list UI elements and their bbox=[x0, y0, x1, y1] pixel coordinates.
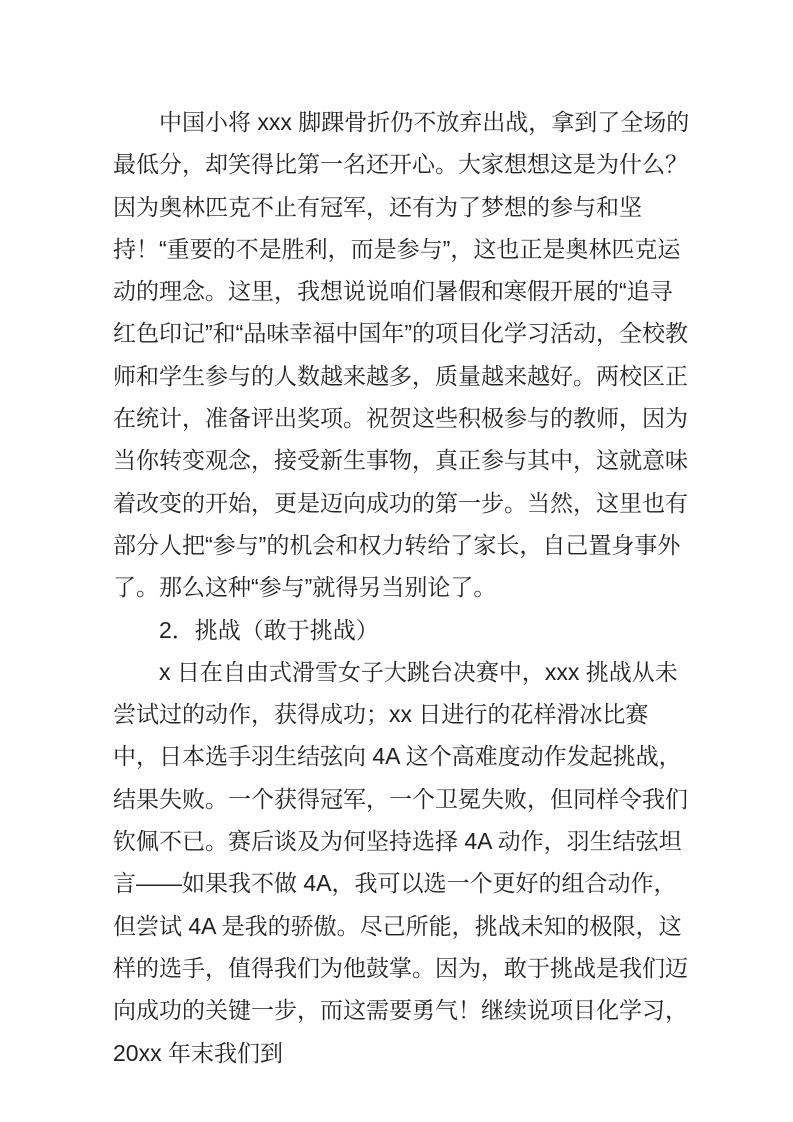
paragraph-challenge: x 日在自由式滑雪女子大跳台决赛中，xxx 挑战从未尝试过的动作，获得成功；xx 日进行的花样滑冰比赛中，日本选手羽生结弦向 4A 这个高难度动作发起挑战，结果失败。一个获得冠军，一个卫冕失败，但同样令我们钦佩不已。赛后谈及为何坚持选择 4A 动作，羽生结弦坦言——如果我不做 4A，我可以选一个更好的组合动作，但尝试 4A 是我的骄傲。尽己所能，挑战未知的极限，这样的选手，值得我们为他鼓掌。因为，敢于挑战是我们迈向成功的关键一步，而这需要勇气！继续说项目化学习，20xx 年末我们到 bbox=[113, 658, 688, 1066]
paragraph-participation: 中国小将 xxx 脚踝骨折仍不放弃出战，拿到了全场的最低分，却笑得比第一名还开心。大家想想这是为什么？因为奥林匹克不止有冠军，还有为了梦想的参与和坚持！“重要的不是胜利，而是参与”，这也正是奥林匹克运动的理念。这里，我想说说咱们暑假和寒假开展的“追寻红色印记”和“品味幸福中国年”的项目化学习活动，全校教师和学生参与的人数越来越多，质量越来越好。两校区正在统计，准备评出奖项。祝贺这些积极参与的教师，因为当你转变观念，接受新生事物，真正参与其中，这就意味着改变的开始，更是迈向成功的第一步。当然，这里也有部分人把“参与”的机会和权力转给了家长，自己置身事外了。那么这种“参与”就得另当别论了。 bbox=[113, 109, 690, 601]
heading-challenge: 2．挑战（敢于挑战） bbox=[159, 616, 379, 643]
document-body bbox=[113, 101, 693, 1074]
